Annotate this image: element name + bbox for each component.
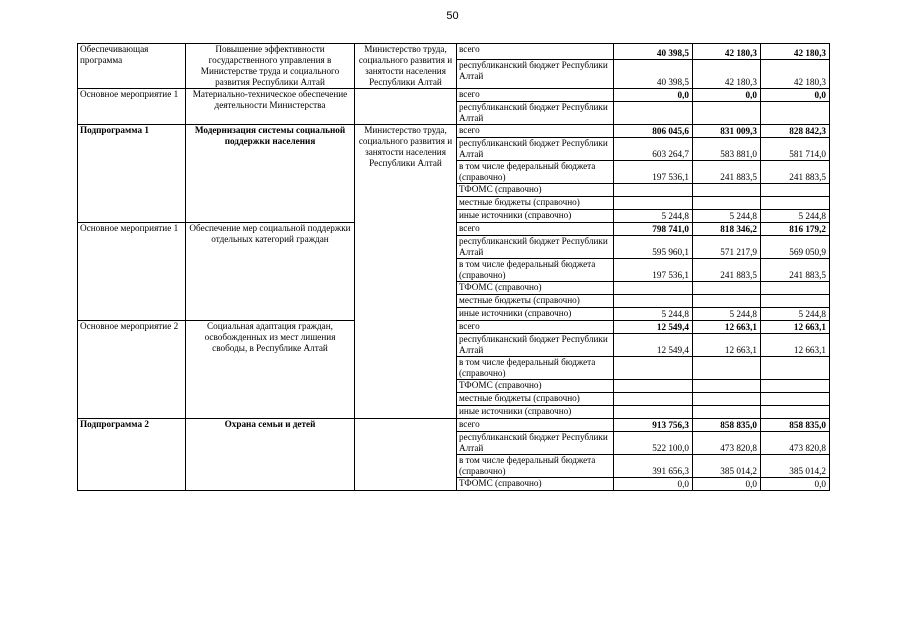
funding-source-cell: республиканский бюджет Республики Алтай [457,236,614,259]
amount-cell-v3: 241 883,5 [761,161,830,184]
amount-cell-v1 [614,282,693,295]
amount-cell-v2: 42 180,3 [693,60,761,89]
amount-cell-v1: 603 264,7 [614,138,693,161]
amount-cell-v3: 473 820,8 [761,432,830,455]
amount-cell-v2 [693,406,761,419]
funding-source-cell: ТФОМС (справочно) [457,380,614,393]
funding-source-cell: местные бюджеты (справочно) [457,295,614,308]
program-name-cell: Повышение эффективности государственного управления в Министерстве труда и социального развития Республики Алтай [186,44,355,89]
amount-cell-v3 [761,197,830,210]
amount-cell-v3: 828 842,3 [761,125,830,138]
funding-source-cell: местные бюджеты (справочно) [457,197,614,210]
amount-cell-v3: 5 244,8 [761,308,830,321]
amount-cell-v1: 0,0 [614,478,693,491]
program-type-cell: Подпрограмма 2 [78,419,186,491]
amount-cell-v2 [693,282,761,295]
funding-source-cell: всего [457,44,614,60]
amount-cell-v2 [693,357,761,380]
amount-cell-v2: 5 244,8 [693,308,761,321]
program-type-cell: Основное мероприятие 1 [78,223,186,321]
amount-cell-v3: 42 180,3 [761,44,830,60]
amount-cell-v3: 5 244,8 [761,210,830,223]
program-name-cell: Модернизация системы социальной поддержки населения [186,125,355,223]
amount-cell-v1: 197 536,1 [614,259,693,282]
amount-cell-v3: 385 014,2 [761,455,830,478]
amount-cell-v2: 473 820,8 [693,432,761,455]
amount-cell-v2: 12 663,1 [693,334,761,357]
amount-cell-v1 [614,357,693,380]
executor-cell: Министерство труда, социального развития и занятости населения Республики Алтай [355,125,457,419]
amount-cell-v2: 0,0 [693,89,761,102]
amount-cell-v2: 583 881,0 [693,138,761,161]
funding-source-cell: всего [457,223,614,236]
funding-source-cell: республиканский бюджет Республики Алтай [457,60,614,89]
amount-cell-v3: 42 180,3 [761,60,830,89]
funding-source-cell: в том числе федеральный бюджета (справочно) [457,357,614,380]
amount-cell-v1: 40 398,5 [614,60,693,89]
amount-cell-v2 [693,184,761,197]
funding-source-cell: республиканский бюджет Республики Алтай [457,102,614,125]
funding-source-cell: в том числе федеральный бюджета (справочно) [457,161,614,184]
amount-cell-v1: 391 656,3 [614,455,693,478]
amount-cell-v2: 858 835,0 [693,419,761,432]
executor-cell [355,419,457,491]
amount-cell-v1: 40 398,5 [614,44,693,60]
table-row [78,125,830,138]
amount-cell-v3 [761,282,830,295]
amount-cell-v2: 12 663,1 [693,321,761,334]
amount-cell-v2: 831 009,3 [693,125,761,138]
program-name-cell: Социальная адаптация граждан, освобожденных из мест лишения свободы, в Республике Алтай [186,321,355,419]
amount-cell-v1 [614,184,693,197]
funding-source-cell: в том числе федеральный бюджета (справочно) [457,455,614,478]
page-number: 50 [446,10,459,22]
amount-cell-v3: 12 663,1 [761,334,830,357]
amount-cell-v1: 5 244,8 [614,308,693,321]
program-type-cell: Основное мероприятие 1 [78,89,186,125]
amount-cell-v1: 0,0 [614,89,693,102]
amount-cell-v1 [614,102,693,125]
funding-source-cell: в том числе федеральный бюджета (справочно) [457,259,614,282]
amount-cell-v1: 197 536,1 [614,161,693,184]
executor-cell: Министерство труда, социального развития и занятости населения Республики Алтай [355,44,457,89]
amount-cell-v3 [761,393,830,406]
amount-cell-v2: 241 883,5 [693,161,761,184]
amount-cell-v1 [614,393,693,406]
funding-source-cell: иные источники (справочно) [457,406,614,419]
amount-cell-v1: 5 244,8 [614,210,693,223]
amount-cell-v2: 241 883,5 [693,259,761,282]
funding-source-cell: всего [457,125,614,138]
amount-cell-v2 [693,102,761,125]
funding-source-cell: всего [457,89,614,102]
funding-source-cell: местные бюджеты (справочно) [457,393,614,406]
amount-cell-v3: 858 835,0 [761,419,830,432]
amount-cell-v3 [761,184,830,197]
amount-cell-v3: 816 179,2 [761,223,830,236]
funding-source-cell: ТФОМС (справочно) [457,184,614,197]
amount-cell-v3: 241 883,5 [761,259,830,282]
table-row [78,44,830,60]
amount-cell-v2: 5 244,8 [693,210,761,223]
amount-cell-v1: 12 549,4 [614,334,693,357]
amount-cell-v2: 0,0 [693,478,761,491]
amount-cell-v3 [761,380,830,393]
funding-source-cell: ТФОМС (справочно) [457,478,614,491]
amount-cell-v3 [761,357,830,380]
funding-source-cell: республиканский бюджет Республики Алтай [457,138,614,161]
amount-cell-v3: 0,0 [761,89,830,102]
funding-source-cell: ТФОМС (справочно) [457,282,614,295]
amount-cell-v1: 798 741,0 [614,223,693,236]
table-row [78,89,830,102]
amount-cell-v2: 42 180,3 [693,44,761,60]
amount-cell-v1: 522 100,0 [614,432,693,455]
program-type-cell: Подпрограмма 1 [78,125,186,223]
amount-cell-v3: 569 050,9 [761,236,830,259]
program-name-cell: Охрана семьи и детей [186,419,355,491]
program-name-cell: Обеспечение мер социальной поддержки отдельных категорий граждан [186,223,355,321]
budget-table [77,43,830,491]
amount-cell-v3 [761,102,830,125]
amount-cell-v1 [614,197,693,210]
amount-cell-v3: 0,0 [761,478,830,491]
funding-source-cell: республиканский бюджет Республики Алтай [457,334,614,357]
table-row [78,419,830,432]
amount-cell-v1: 595 960,1 [614,236,693,259]
amount-cell-v3: 12 663,1 [761,321,830,334]
program-type-cell: Обеспечивающая программа [78,44,186,89]
amount-cell-v2 [693,393,761,406]
funding-source-cell: иные источники (справочно) [457,308,614,321]
amount-cell-v3 [761,406,830,419]
amount-cell-v2: 818 346,2 [693,223,761,236]
funding-source-cell: всего [457,419,614,432]
funding-source-cell: республиканский бюджет Республики Алтай [457,432,614,455]
amount-cell-v1: 806 045,6 [614,125,693,138]
amount-cell-v1: 913 756,3 [614,419,693,432]
amount-cell-v2: 385 014,2 [693,455,761,478]
program-type-cell: Основное мероприятие 2 [78,321,186,419]
executor-cell [355,89,457,125]
funding-source-cell: иные источники (справочно) [457,210,614,223]
amount-cell-v2 [693,197,761,210]
program-name-cell: Материально-техническое обеспечение деятельности Министерства [186,89,355,125]
funding-source-cell: всего [457,321,614,334]
amount-cell-v3 [761,295,830,308]
amount-cell-v1: 12 549,4 [614,321,693,334]
amount-cell-v1 [614,380,693,393]
amount-cell-v2 [693,295,761,308]
amount-cell-v2: 571 217,9 [693,236,761,259]
amount-cell-v1 [614,406,693,419]
amount-cell-v3: 581 714,0 [761,138,830,161]
amount-cell-v1 [614,295,693,308]
amount-cell-v2 [693,380,761,393]
